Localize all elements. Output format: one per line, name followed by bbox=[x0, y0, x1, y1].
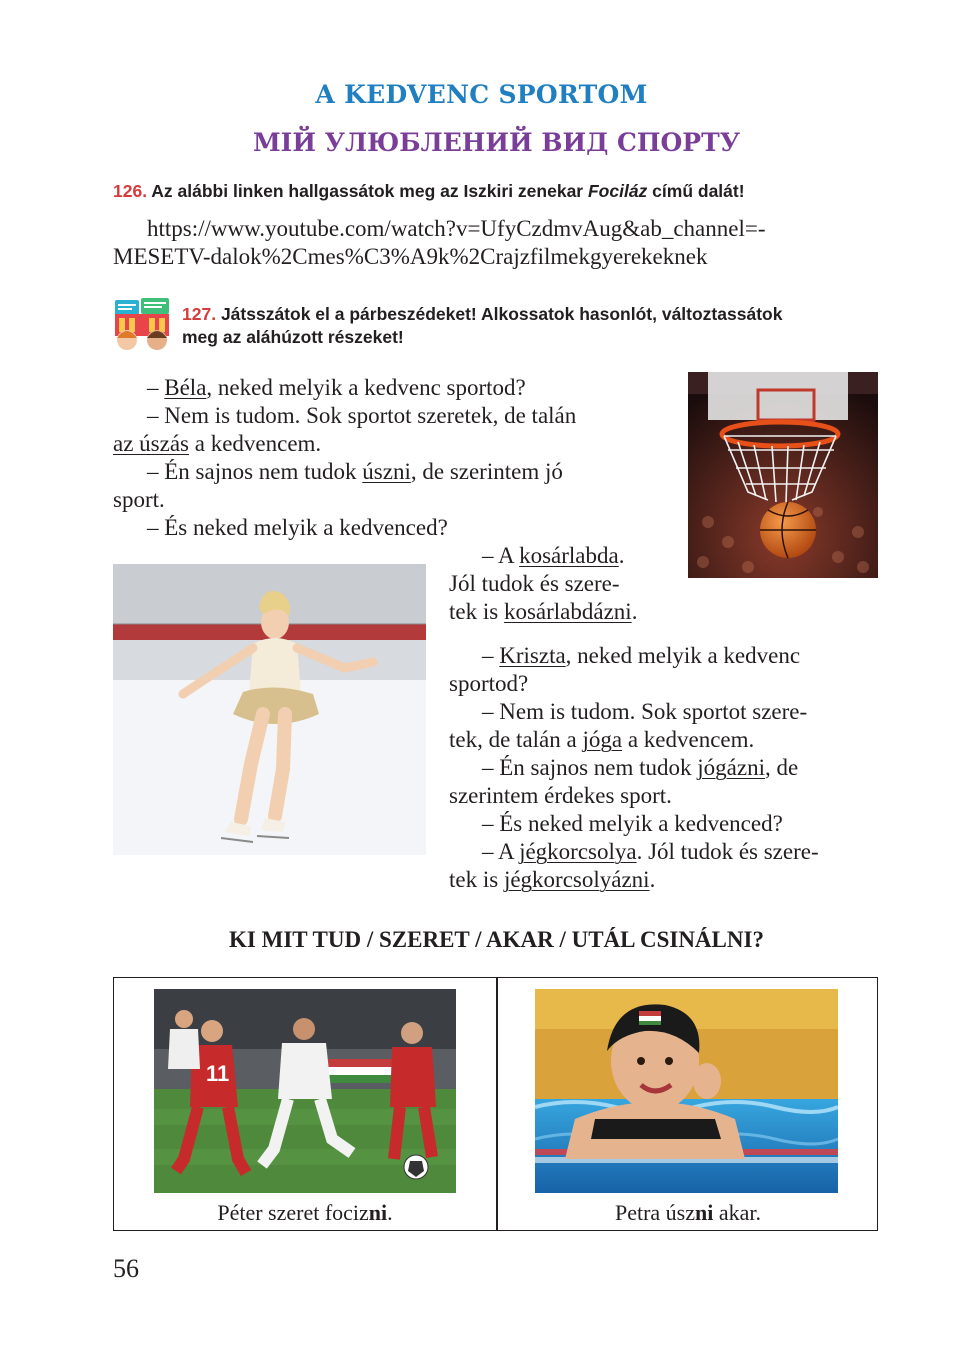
underlined-name: Béla bbox=[164, 375, 207, 400]
caption-bold: ni bbox=[368, 1200, 388, 1225]
caption-bold: ni bbox=[695, 1200, 714, 1225]
dialog2-line3: – Nem is tudom. Sok sportot szere- bbox=[482, 699, 808, 724]
card-caption-petra bbox=[497, 1200, 879, 1226]
text: , neked melyik a kedvenc bbox=[565, 643, 801, 668]
text: . bbox=[649, 867, 656, 892]
task-text-end: című dalát! bbox=[647, 181, 745, 201]
dialog2-line2: sportod? bbox=[449, 671, 529, 696]
dash: – bbox=[482, 643, 500, 668]
song-title: Fociláz bbox=[587, 181, 648, 201]
task-126 bbox=[113, 181, 745, 202]
underlined-verb: jégkorcsolyázni bbox=[503, 867, 650, 892]
task-127-line1 bbox=[182, 304, 782, 325]
task-number: 126. bbox=[113, 181, 148, 201]
underlined-sport: kosárlabda bbox=[519, 543, 619, 568]
text: . bbox=[631, 599, 638, 624]
underlined-verb: jógázni bbox=[697, 755, 765, 780]
caption-text: Péter szeret fociz bbox=[217, 1200, 369, 1225]
task-text: Játsszátok el a párbeszédeket! Alkossatok hasonlót, változtassátok bbox=[220, 304, 783, 324]
text: . Jól tudok és szere- bbox=[636, 839, 819, 864]
caption-text: Petra úsz bbox=[614, 1200, 695, 1225]
underlined-verb: úszni bbox=[362, 459, 411, 484]
table-divider bbox=[496, 978, 498, 1230]
text: – A bbox=[482, 839, 520, 864]
dialog1-line7 bbox=[482, 542, 624, 570]
dialog1-line5: sport. bbox=[113, 487, 165, 512]
sports-table bbox=[113, 977, 878, 1231]
dialog2-line5 bbox=[482, 754, 798, 782]
dialogue-icon bbox=[113, 296, 173, 352]
task-number: 127. bbox=[182, 304, 217, 324]
text: tek is bbox=[449, 867, 504, 892]
section-heading: KI MIT TUD / SZERET / AKAR / UTÁL CSINÁLNI? bbox=[229, 927, 764, 952]
text: tek is bbox=[449, 599, 504, 624]
underlined-sport: jóga bbox=[582, 727, 623, 752]
page-title: A KEDVENC SPORTOM bbox=[315, 80, 648, 109]
text: – A bbox=[482, 543, 520, 568]
dialog2-line1 bbox=[482, 642, 800, 670]
dialog1-line4 bbox=[147, 458, 563, 486]
dialog2-line9 bbox=[449, 866, 655, 894]
dialog2-line7: – És neked melyik a kedvenced? bbox=[482, 811, 783, 836]
caption-end: . bbox=[387, 1200, 393, 1225]
text: , de bbox=[765, 755, 799, 780]
text: a kedvencem. bbox=[622, 727, 755, 752]
svg-text:11: 11 bbox=[206, 1061, 230, 1086]
card-caption-peter bbox=[114, 1200, 496, 1226]
dialog2-line8 bbox=[482, 838, 819, 866]
dialog1-line6: – És neked melyik a kedvenced? bbox=[147, 515, 448, 540]
underlined-verb: kosárlabdázni bbox=[503, 599, 632, 624]
youtube-link-line2[interactable]: MESETV-dalok%2Cmes%C3%A9k%2Crajzfilmekgyerekeknek bbox=[113, 244, 708, 269]
figure-skater-photo bbox=[113, 564, 426, 855]
dash: – bbox=[147, 375, 165, 400]
text: , neked melyik a kedvenc sportod? bbox=[206, 375, 526, 400]
dialog1-line1 bbox=[147, 374, 526, 402]
dialog1-line2: – Nem is tudom. Sok sportot szeretek, de talán bbox=[147, 403, 577, 428]
underlined-name: Kriszta bbox=[499, 643, 566, 668]
dialog1-line9 bbox=[449, 598, 637, 626]
dialog1-line8: Jól tudok és szere- bbox=[449, 571, 620, 596]
task-text: Az alábbi linken hallgassátok meg az Iszkiri zenekar bbox=[151, 181, 588, 201]
text: . bbox=[618, 543, 625, 568]
swimmer-photo bbox=[535, 989, 838, 1193]
dialog1-line3 bbox=[113, 430, 321, 458]
caption-end: akar. bbox=[713, 1200, 762, 1225]
text: – Én sajnos nem tudok bbox=[482, 755, 698, 780]
dialog2-line6: szerintem érdekes sport. bbox=[449, 783, 672, 808]
underlined-sport: az úszás bbox=[113, 431, 189, 456]
basketball-photo bbox=[688, 372, 878, 578]
football-photo bbox=[154, 989, 456, 1193]
page-subtitle: МІЙ УЛЮБЛЕНИЙ ВИД СПОРТУ bbox=[252, 128, 740, 157]
text: – Én sajnos nem tudok bbox=[147, 459, 363, 484]
dialog2-line4 bbox=[449, 726, 754, 754]
page-number: 56 bbox=[113, 1254, 139, 1283]
text: a kedvencem. bbox=[189, 431, 322, 456]
text: tek, de talán a bbox=[449, 727, 583, 752]
task-127-line2: meg az aláhúzott részeket! bbox=[182, 327, 404, 347]
youtube-link-line1[interactable]: https://www.youtube.com/watch?v=UfyCzdmvAug&ab_channel=- bbox=[147, 216, 766, 241]
text: , de szerintem jó bbox=[410, 459, 563, 484]
underlined-sport: jégkorcsolya bbox=[519, 839, 637, 864]
